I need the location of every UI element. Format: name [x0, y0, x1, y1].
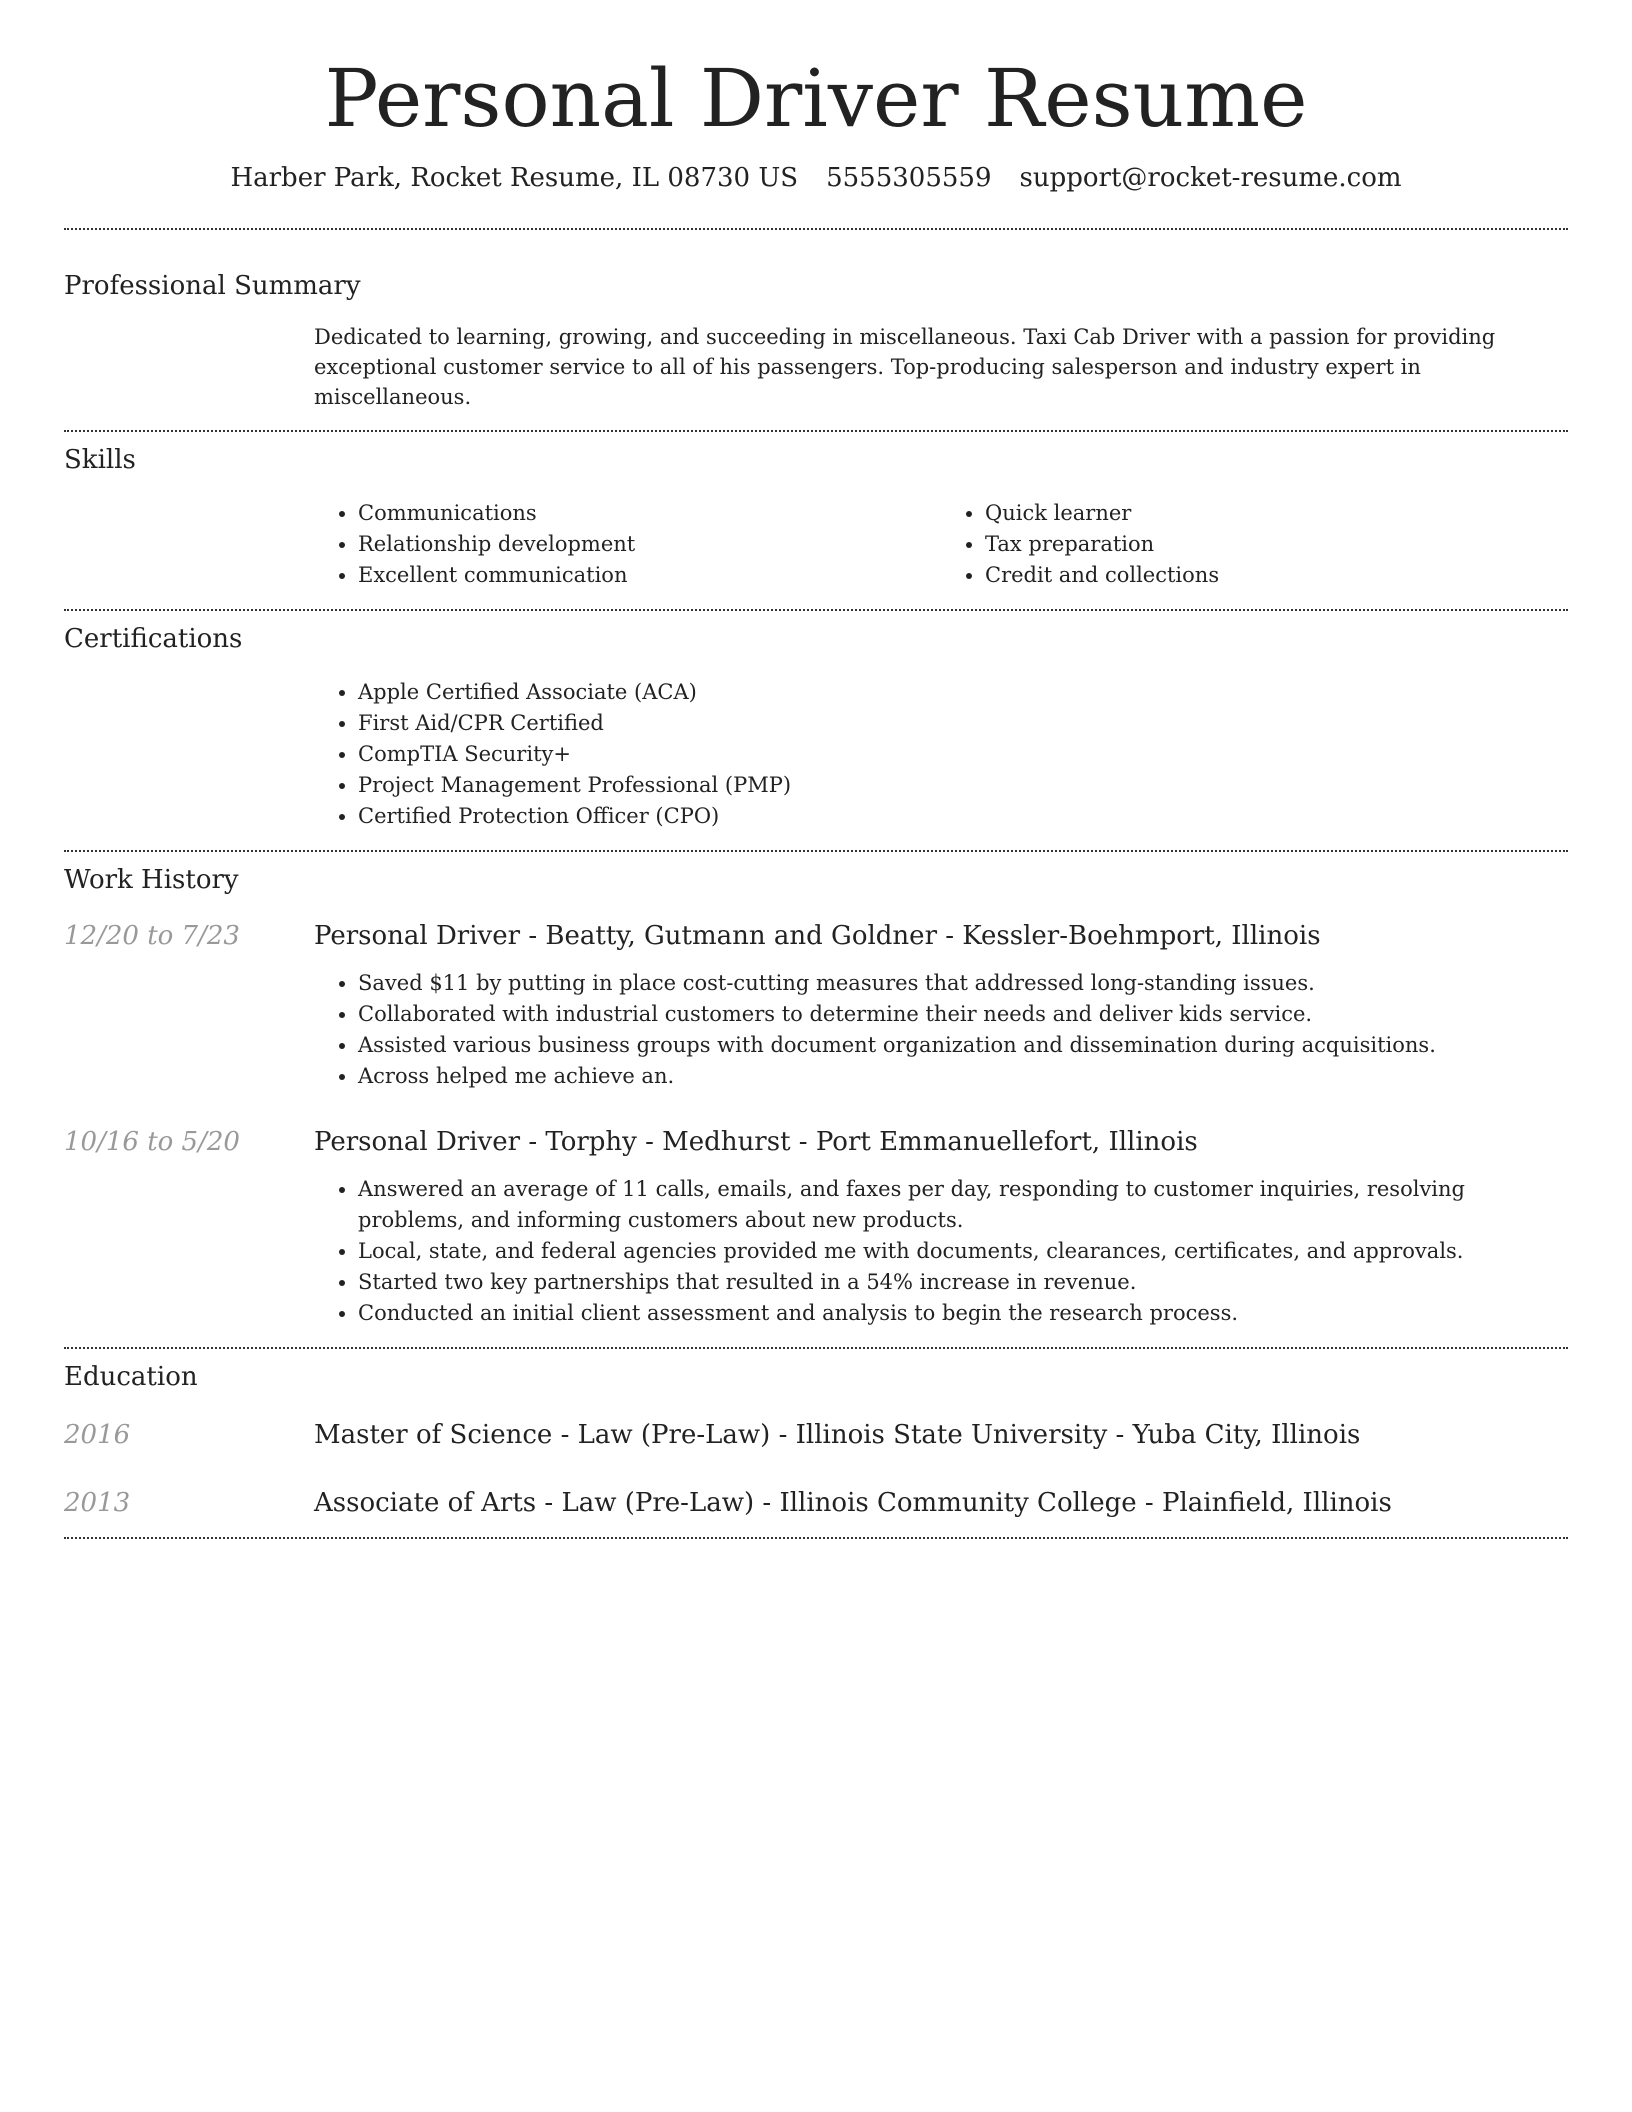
- certification-item: • Project Management Professional (PMP): [358, 770, 1568, 801]
- education-degree: Associate of Arts - Law (Pre-Law) - Illinois Community College - Plainfield, Illinois: [314, 1488, 1392, 1518]
- certification-item: • Certified Protection Officer (CPO): [358, 801, 1568, 832]
- job-entry: [64, 1126, 1568, 1329]
- work-history-section: [64, 864, 1568, 1329]
- job-dates: 10/16 to 5/20: [64, 1127, 240, 1157]
- job-bullet: • Conducted an initial client assessment and analysis to begin the research process.: [358, 1298, 1568, 1329]
- education-body: [314, 1487, 1568, 1519]
- section-divider: [64, 1347, 1568, 1349]
- education-year: 2013: [64, 1488, 131, 1518]
- section-divider: [64, 228, 1568, 230]
- work-history-heading: Work History: [64, 865, 239, 895]
- certification-item: • Apple Certified Associate (ACA): [358, 677, 1568, 708]
- skills-list-right: [941, 498, 1568, 591]
- certifications-content: [314, 677, 1568, 832]
- skill-item: • Excellent communication: [358, 560, 941, 591]
- education-entry: [64, 1487, 1568, 1519]
- section-divider: [64, 430, 1568, 432]
- certifications-section: [64, 623, 1568, 832]
- certification-item: • CompTIA Security+: [358, 739, 1568, 770]
- job-title: Personal Driver - Torphy - Medhurst - Port Emmanuellefort, Illinois: [314, 1127, 1198, 1157]
- resume-title: Personal Driver Resume: [324, 52, 1308, 145]
- certifications-list: [314, 677, 1568, 832]
- contact-email: support@rocket-resume.com: [1019, 163, 1402, 193]
- certification-item: • First Aid/CPR Certified: [358, 708, 1568, 739]
- job-bullet: • Saved $11 by putting in place cost-cutting measures that addressed long-standing issues.: [358, 968, 1568, 999]
- section-divider: [64, 850, 1568, 852]
- education-body: [314, 1419, 1568, 1451]
- summary-content: [314, 322, 1568, 412]
- job-bullet: • Assisted various business groups with document organization and dissemination during acquisitions.: [358, 1030, 1568, 1061]
- skills-list-left: [314, 498, 941, 591]
- summary-section: [64, 270, 1568, 412]
- skill-item: • Tax preparation: [985, 529, 1568, 560]
- job-bullet: • Across helped me achieve an.: [358, 1061, 1568, 1092]
- job-bullets: [314, 968, 1568, 1092]
- job-bullet: • Answered an average of 11 calls, emails, and faxes per day, responding to customer inquiries, resolving problems, and informing customers about new products.: [358, 1174, 1568, 1236]
- summary-text: Dedicated to learning, growing, and succeeding in miscellaneous. Taxi Cab Driver with a passion for providing exceptional customer service to all of his passengers. Top-producing salesperson and industry expert in miscellaneous.: [314, 325, 1496, 409]
- resume-page: [64, 0, 1568, 1539]
- job-bullet: • Collaborated with industrial customers to determine their needs and deliver kids service.: [358, 999, 1568, 1030]
- contact-phone: 5555305559: [826, 163, 992, 193]
- job-entry: [64, 920, 1568, 1092]
- job-bullets: [314, 1174, 1568, 1329]
- skills-heading: Skills: [64, 445, 136, 475]
- job-body: [314, 920, 1568, 1092]
- skill-item: • Credit and collections: [985, 560, 1568, 591]
- job-dates: 12/20 to 7/23: [64, 921, 240, 951]
- job-bullet: • Local, state, and federal agencies provided me with documents, clearances, certificates, and approvals.: [358, 1236, 1568, 1267]
- job-bullet: • Started two key partnerships that resulted in a 54% increase in revenue.: [358, 1267, 1568, 1298]
- education-year: 2016: [64, 1420, 131, 1450]
- skill-item: • Communications: [358, 498, 941, 529]
- certifications-heading: Certifications: [64, 624, 243, 654]
- skill-item: • Relationship development: [358, 529, 941, 560]
- contact-address: Harber Park, Rocket Resume, IL 08730 US: [230, 163, 799, 193]
- education-entry: [64, 1419, 1568, 1451]
- job-body: [314, 1126, 1568, 1329]
- education-heading: Education: [64, 1362, 198, 1392]
- contact-line: [64, 162, 1568, 194]
- skills-section: [64, 444, 1568, 591]
- education-section: [64, 1361, 1568, 1519]
- skills-content: [314, 498, 1568, 591]
- job-title: Personal Driver - Beatty, Gutmann and Goldner - Kessler-Boehmport, Illinois: [314, 921, 1321, 951]
- section-divider: [64, 609, 1568, 611]
- section-divider: [64, 1537, 1568, 1539]
- education-degree: Master of Science - Law (Pre-Law) - Illinois State University - Yuba City, Illinois: [314, 1420, 1361, 1450]
- summary-heading: Professional Summary: [64, 271, 361, 301]
- skill-item: • Quick learner: [985, 498, 1568, 529]
